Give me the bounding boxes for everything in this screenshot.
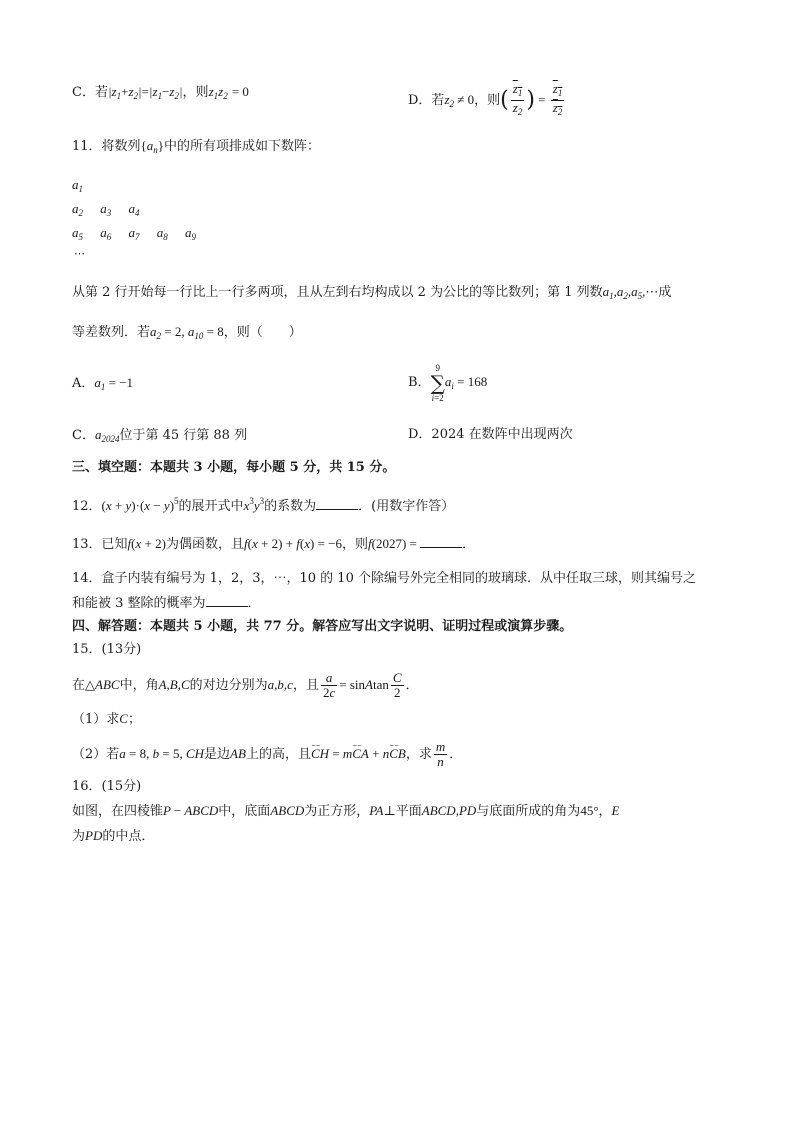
q16-line1: 如图，在四棱锥P − ABCD中，底面ABCD为正方形，PA⊥平面ABCD,PD与底面所成的角为45°，E bbox=[72, 803, 620, 819]
q11-option-c: C．$a_{2024}$位于第 45 行第 88 列 bbox=[72, 427, 248, 444]
q15-head: 15．(13分) bbox=[72, 642, 142, 657]
q13: 13．已知f(x + 2)为偶函数，且f(x + 2) + f(x) = −6，则f(2027) = ． bbox=[72, 533, 475, 555]
section-4-heading: 四、解答题：本题共 5 小题，共 77 分。解答应写出文字说明、证明过程或演算步骤。 bbox=[72, 619, 573, 634]
matrix-row-1: $a_1$ bbox=[72, 177, 83, 194]
answer-blank bbox=[206, 592, 248, 607]
q11-option-d: D．2024 在数阵中出现两次 bbox=[408, 427, 573, 442]
section-3-heading: 三、填空题：本题共 3 小题，每小题 5 分，共 15 分。 bbox=[72, 460, 396, 475]
q12: 12．$(x + y)\cdot(x - y)^5$的展开式中$x^3y^3$的系数为 ．(用数字作答） bbox=[72, 496, 455, 514]
q11-desc-line1: 从第 2 行开始每一行比上一行多两项，且从左到右均构成以 2 为公比的等比数列；第 1 列数$a_1,a_2,a_5,\cdots$成 bbox=[72, 284, 672, 301]
q15-part2: （2）若a = 8, b = 5, CH是边AB上的高，且⌣⌣ CH = m⌣⌣ CA + n⌣⌣ CB，求 $\frac{m}{n}$ ． bbox=[72, 737, 462, 772]
q11-title: 11．将数列$\{a_n\}$中的所有项排成如下数阵： bbox=[72, 138, 321, 155]
q16-line2: 为PD的中点． bbox=[72, 828, 155, 844]
matrix-ellipsis: ⋯ bbox=[74, 247, 85, 260]
q10-option-d: D．若$z_2 \ne 0$，则( $\frac{z_1}{z_2}$ ) = $\frac{z_1}{z_2}$ bbox=[408, 81, 563, 117]
answer-blank bbox=[420, 533, 462, 548]
matrix-row-3: $a_5$ $a_6$ $a_7$ $a_8$ $a_9$ bbox=[72, 225, 196, 242]
q16-head: 16．(15分) bbox=[72, 779, 142, 794]
matrix-row-2: $a_2$ $a_3$ $a_4$ bbox=[72, 201, 140, 218]
q15-part1: （1）求C； bbox=[72, 711, 141, 727]
q14-line1: 14．盒子内装有编号为 1，2，3，⋯，10 的 10 个除编号外完全相同的玻璃球．从中任取三球，则其编号之 bbox=[72, 571, 696, 586]
q11-option-b: B． 9 ∑ i=2 $a_i = 168$ bbox=[408, 362, 488, 403]
q11-desc-line2: 等差数列．若$a_2 = 2$, $a_{10} = 8$，则（ ） bbox=[72, 324, 302, 341]
q11-option-a: A．$a_1 = -1$ bbox=[72, 375, 134, 392]
q15-stem: 在△ABC中，角A,B,C的对边分别为a,b,c，且 $\frac{a}{2c}$ = sinAtan $\frac{C}{2}$ ． bbox=[72, 670, 419, 700]
q10-option-c: C．若$|z_1+z_2|=|z_1-z_2|$，则$z_1z_2 = 0$ bbox=[72, 84, 249, 101]
q14-line2: 和能被 3 整除的概率为 ． bbox=[72, 592, 261, 614]
answer-blank bbox=[316, 495, 358, 510]
